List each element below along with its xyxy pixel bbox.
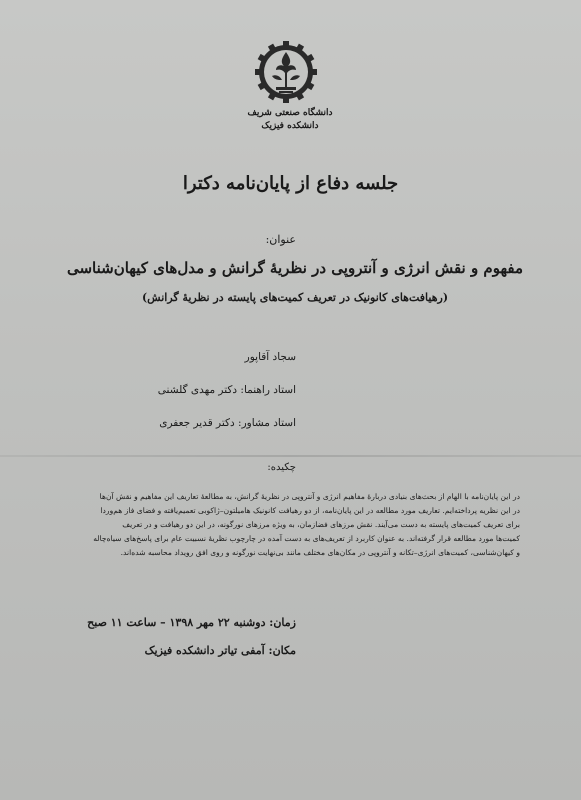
title-label: عنوان: — [265, 233, 296, 246]
defense-place: مکان: آمفی تیاتر دانشکده فیزیک — [144, 644, 296, 657]
university-name: دانشگاه صنعتی شریف — [247, 108, 333, 118]
sharif-university-logo — [254, 40, 318, 104]
university-header — [200, 107, 380, 133]
abstract-line: برای تعریف کمیت‌های پایسته به دست می‌آیند. نقش مرزهای فضازمان، به ویژه مرزهای نورگونه، در این دو رهیافت و در تعریف — [122, 520, 520, 529]
abstract-line: و کیهان‌شناسی، کمیت‌های انرژی–تکانه و آنتروپی در مکان‌های مختلف مانند بی‌نهایت نورگونه و روی افق رویداد محاسبه شده‌اند. — [120, 548, 520, 557]
abstract-line: در این نظریه پرداخته‌ایم. تعاریف مورد مطالعه در این پایان‌نامه، از دو رهیافت کانونیک هامیلتون–ژاکوبی تعمیم‌یافته و فضای فاز هم‌وردا — [100, 506, 520, 515]
faculty-name: دانشکده فیزیک — [261, 121, 319, 131]
advisor-line: استاد مشاور: دکتر قدیر جعفری — [159, 417, 296, 429]
abstract-label: چکیده: — [267, 462, 296, 473]
abstract-line: کمیت‌ها مورد مطالعه قرار گرفته‌اند. به عنوان کاربرد از تعریف‌های به دست آمده در چارچوب نظریهٔ نسبیت عام برای پاسخ‌های سیاه‌چاله — [93, 534, 520, 543]
logo-emblem-icon — [254, 40, 318, 104]
page-title: جلسه دفاع از پایان‌نامه دکترا — [182, 173, 399, 194]
supervisor-line: استاد راهنما: دکتر مهدی گلشنی — [157, 384, 296, 396]
thesis-title: مفهوم و نقش انرژی و آنتروپی در نظریهٔ گرانش و مدل‌های کیهان‌شناسی — [66, 259, 523, 277]
author-name: سجاد آقاپور — [244, 351, 296, 363]
abstract-line: در این پایان‌نامه با الهام از بحث‌های بنیادی دربارهٔ مفاهیم انرژی و آنتروپی در نظریهٔ گرانش، به مطالعهٔ تعاریف این مفاهیم و نقش آن‌ها — [99, 492, 520, 501]
thesis-subtitle: (رهیافت‌های کانونیک در تعریف کمیت‌های پایسته در نظریهٔ گرانش) — [141, 291, 449, 304]
paper-crease — [0, 455, 581, 457]
defense-time: زمان: دوشنبه ۲۲ مهر ۱۳۹۸ – ساعت ۱۱ صبح — [87, 616, 296, 629]
abstract-body — [68, 490, 520, 560]
